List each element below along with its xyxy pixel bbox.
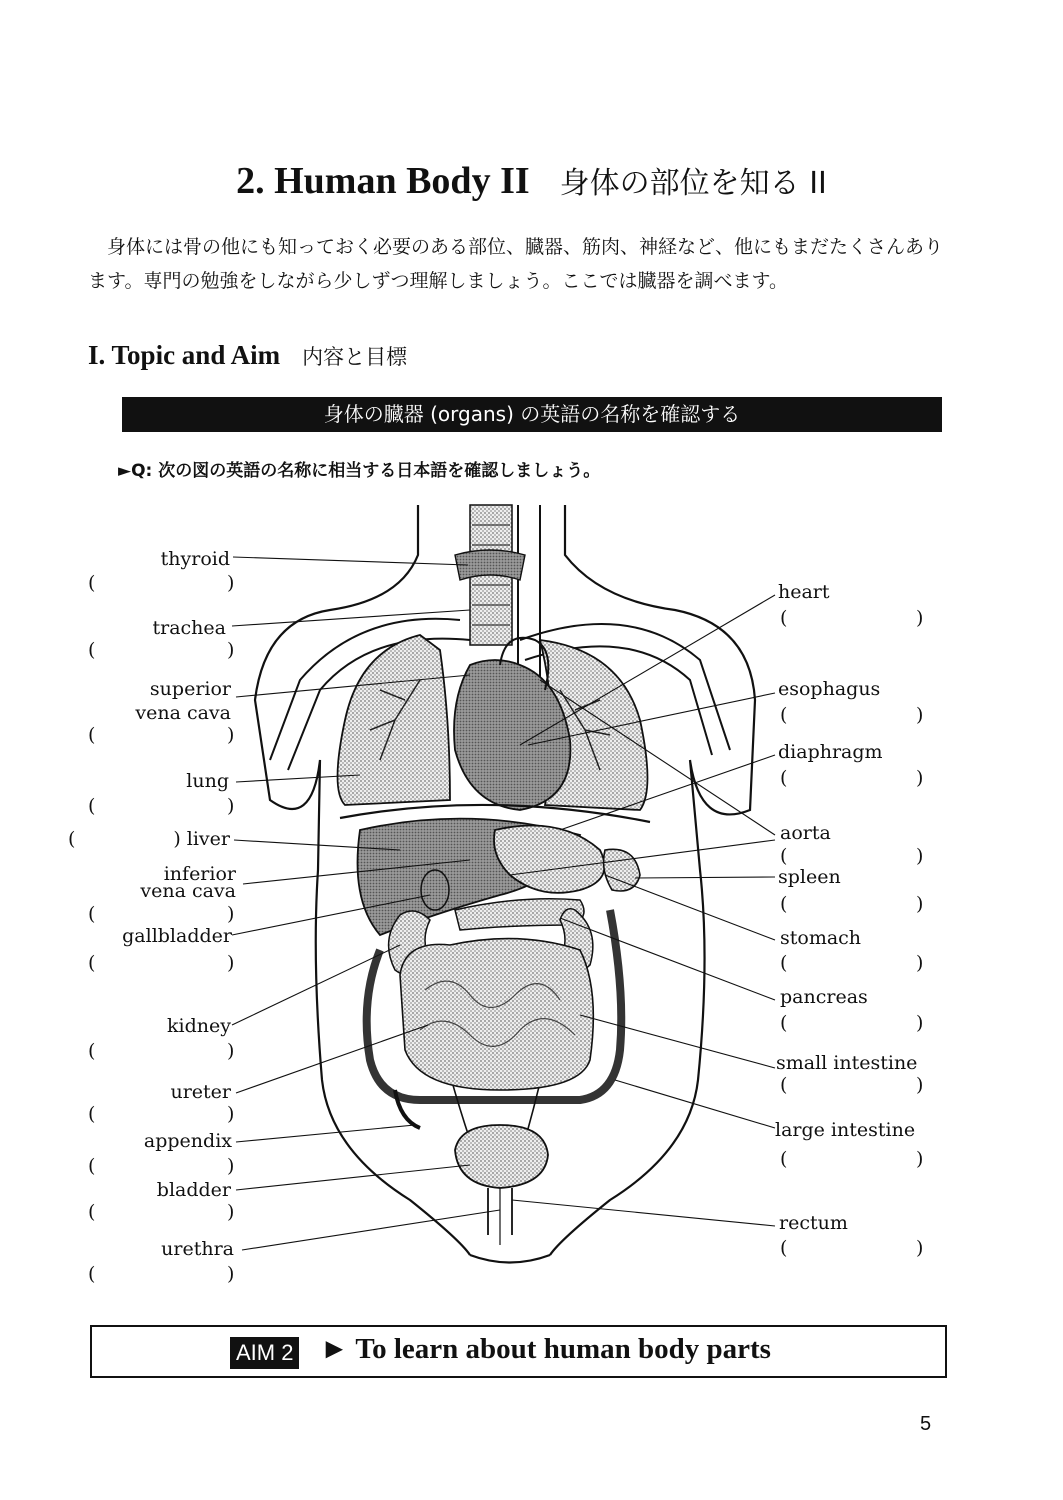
section-heading-en: I. Topic and Aim (88, 340, 281, 370)
label-superior-vena-cava: vena cava (135, 702, 231, 724)
label-gallbladder: gallbladder (122, 925, 232, 947)
paren-open-thyroid: ( (88, 572, 96, 594)
paren-open-rectum: ( (780, 1237, 788, 1259)
paren-close-thyroid: ) (227, 572, 235, 594)
title-en: 2. Human Body II (236, 160, 530, 202)
label-stomach: stomach (780, 927, 862, 949)
paren-open-gallbladder: ( (88, 952, 96, 974)
paren-close-kidney: ) (227, 1040, 235, 1062)
topic-banner: 身体の臓器 (organs) の英語の名称を確認する (122, 397, 942, 432)
label-inferior: inferior (163, 863, 236, 885)
esophagus (518, 505, 540, 690)
paren-close-gallbladder: ) (227, 952, 235, 974)
paren-close-ivc: ) (227, 903, 235, 925)
gallbladder (421, 870, 449, 910)
paren-close-large-intestine: ) (916, 1148, 924, 1170)
small-intestine (400, 939, 593, 1090)
paren-open-esophagus: ( (780, 704, 788, 726)
paren-close-aorta: ) (916, 845, 924, 867)
paren-close-spleen: ) (916, 893, 924, 915)
label-ureter: ureter (170, 1081, 231, 1103)
label-trachea: trachea (152, 617, 226, 639)
label-aorta: aorta (780, 822, 831, 844)
label-large-intestine: large intestine (775, 1119, 916, 1141)
paren-open-ivc: ( (88, 903, 96, 925)
question-text: ►Q: 次の図の英語の名称に相当する日本語を確認しましょう。 (118, 461, 601, 481)
aim-tag: AIM 2 (230, 1337, 299, 1369)
label-superior: superior (149, 678, 231, 700)
paren-close-svc: ) (227, 724, 235, 746)
label-esophagus: esophagus (778, 678, 881, 700)
label-bladder: bladder (156, 1179, 231, 1201)
paren-open-large-intestine: ( (780, 1148, 788, 1170)
page-number: 5 (920, 1413, 932, 1435)
paren-open-lung: ( (88, 795, 96, 817)
label-spleen: spleen (778, 866, 841, 888)
paren-open-aorta: ( (780, 845, 788, 867)
paren-open-svc: ( (88, 724, 96, 746)
paren-open-stomach: ( (780, 952, 788, 974)
section-heading-jp: 内容と目標 (302, 345, 408, 369)
paren-close-small-intestine: ) (916, 1074, 924, 1096)
label-heart: heart (778, 581, 830, 603)
paren-close-heart: ) (916, 607, 924, 629)
paren-open-pancreas: ( (780, 1012, 788, 1034)
label-rectum: rectum (779, 1212, 848, 1234)
label-diaphragm: diaphragm (778, 741, 883, 763)
label-pancreas: pancreas (780, 986, 868, 1008)
label-liver: ) liver (173, 828, 230, 850)
spleen (604, 849, 640, 891)
paren-open-appendix: ( (88, 1155, 96, 1177)
paren-close-pancreas: ) (916, 1012, 924, 1034)
paren-open-small-intestine: ( (780, 1074, 788, 1096)
label-small-intestine: small intestine (776, 1052, 918, 1074)
intro-paragraph: 身体には骨の他にも知っておく必要のある部位、臓器、筋肉、神経など、他にもまだたくさんあります。専門の勉強をしながら少しずつ理解しましょう。ここでは臓器を調べます。 (88, 236, 944, 292)
paren-close-diaphragm: ) (916, 767, 924, 789)
paren-open-bladder: ( (88, 1201, 96, 1223)
paren-open-trachea: ( (88, 639, 96, 661)
paren-close-lung: ) (227, 795, 235, 817)
label-inferior-vena-cava: vena cava (140, 880, 236, 902)
label-lung: lung (186, 770, 229, 792)
paren-close-appendix: ) (227, 1155, 235, 1177)
paren-close-esophagus: ) (916, 704, 924, 726)
paren-close-ureter: ) (227, 1103, 235, 1125)
label-thyroid: thyroid (160, 548, 230, 570)
paren-close-trachea: ) (227, 639, 235, 661)
paren-close-stomach: ) (916, 952, 924, 974)
paren-open-diaphragm: ( (780, 767, 788, 789)
paren-close-bladder: ) (227, 1201, 235, 1223)
label-appendix: appendix (143, 1130, 232, 1152)
bladder (455, 1125, 548, 1188)
aim-text: ► To learn about human body parts (320, 1333, 771, 1365)
title-jp: 身体の部位を知る II (559, 166, 827, 201)
label-kidney: kidney (167, 1015, 231, 1037)
paren-open-heart: ( (780, 607, 788, 629)
paren-open-urethra: ( (88, 1263, 96, 1285)
paren-open-spleen: ( (780, 893, 788, 915)
paren-close-rectum: ) (916, 1237, 924, 1259)
paren-open-liver: ( (68, 828, 76, 850)
label-urethra: urethra (161, 1238, 234, 1260)
paren-open-kidney: ( (88, 1040, 96, 1062)
paren-close-urethra: ) (227, 1263, 235, 1285)
paren-open-ureter: ( (88, 1103, 96, 1125)
